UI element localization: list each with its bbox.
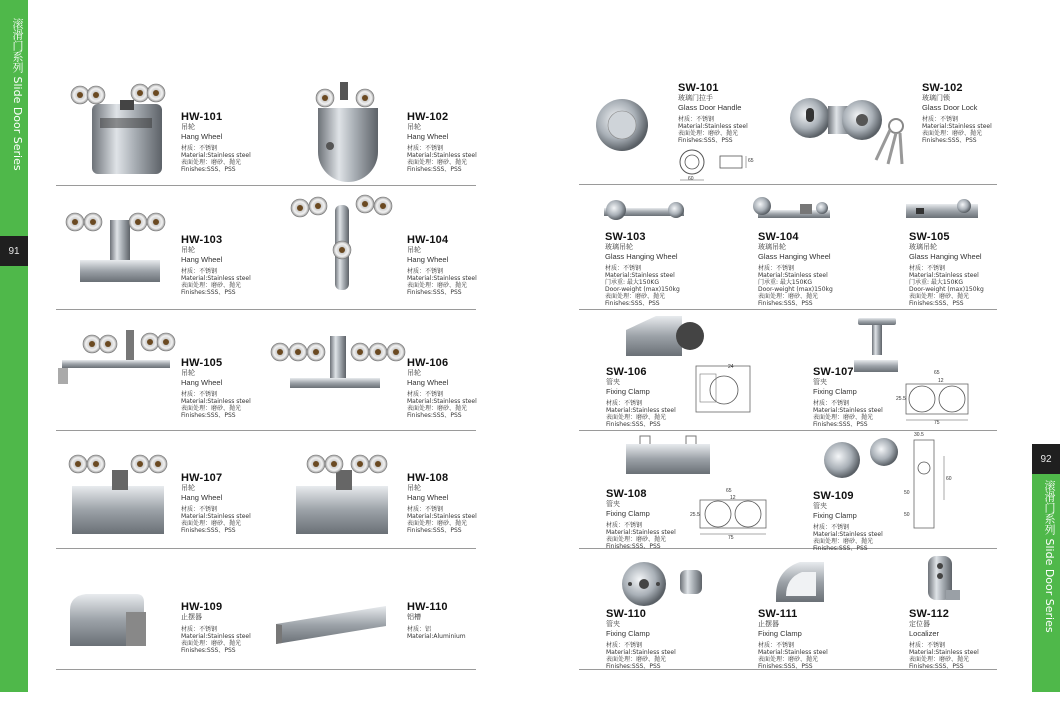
dim-sw108-a: 65: [726, 488, 732, 494]
spec-line: 表面处理：磨砂、抛光: [909, 293, 970, 300]
spec-line: 材质：不锈钢: [181, 268, 218, 275]
left-page-number: 91: [0, 236, 28, 266]
product-spec: [606, 642, 676, 670]
spec-line: 表面处理：磨砂、抛光: [407, 520, 468, 527]
product-name-cn: 玻璃门拉手: [678, 94, 713, 102]
product-name-en: Hang Wheel: [407, 378, 449, 387]
spec-line: 表面处理：磨砂、抛光: [181, 159, 242, 166]
spec-line: Material:Stainless steel: [181, 398, 251, 405]
spec-line: 表面处理：磨砂、抛光: [909, 656, 970, 663]
sw-110-image: [622, 562, 702, 606]
spec-line: Finishes:SSS、PSS: [606, 421, 661, 428]
spec-line: Finishes:SSS、PSS: [407, 166, 462, 173]
product-name-cn: 管夹: [813, 378, 827, 386]
spec-line: Finishes:SSS、PSS: [758, 300, 813, 307]
product-name-en: Fixing Clamp: [813, 511, 857, 520]
product-code: SW-103: [605, 231, 646, 243]
product-name-en: Fixing Clamp: [758, 629, 802, 638]
spec-line: 表面处理：磨砂、抛光: [606, 656, 667, 663]
hw-106-image: [271, 336, 405, 388]
product-sw-111: [758, 608, 828, 670]
spec-line: Finishes:SSS、PSS: [606, 663, 661, 670]
spec-line: 材质：不锈钢: [909, 265, 946, 272]
product-spec: [181, 626, 251, 654]
spec-line: 表面处理：磨砂、抛光: [407, 405, 468, 412]
spec-line: 表面处理：磨砂、抛光: [606, 536, 667, 543]
product-name-cn: 吊轮: [407, 369, 421, 377]
hw-101-image: [71, 84, 165, 174]
spec-line: 材质：不锈钢: [909, 642, 946, 649]
dim-sw108-b: 12: [730, 495, 736, 501]
product-spec: [181, 506, 251, 534]
right-series-label: 滚滑门系列 Slide Door Series: [1043, 480, 1056, 633]
spec-line: Material:Stainless steel: [678, 123, 748, 130]
spec-line: Material:Stainless steel: [606, 407, 676, 414]
spec-line: 表面处理：磨砂、抛光: [758, 293, 819, 300]
product-code: HW-101: [181, 111, 223, 123]
spec-line: 材质：不锈钢: [407, 145, 444, 152]
spec-line: Material:Stainless steel: [606, 649, 676, 656]
product-sw-101: [678, 82, 748, 144]
spec-line: 材质：不锈钢: [922, 116, 959, 123]
spec-line: Material:Stainless steel: [758, 272, 828, 279]
product-spec: [407, 506, 477, 534]
spec-line: 门承重: 最大150KG: [909, 279, 963, 286]
product-name-en: Localizer: [909, 629, 940, 638]
spec-line: Material:Stainless steel: [181, 275, 251, 282]
spec-line: 门承重: 最大150KG: [605, 279, 659, 286]
spec-line: Material:Stainless steel: [605, 272, 675, 279]
spec-line: Finishes:SSS、PSS: [678, 137, 733, 144]
spec-line: Finishes:SSS、PSS: [909, 663, 964, 670]
product-spec: [407, 268, 477, 296]
product-sw-102: [922, 82, 992, 144]
product-spec: [606, 400, 676, 428]
dim-sw109-b: 50: [904, 490, 910, 496]
product-code: SW-107: [813, 366, 854, 378]
product-name-en: Hang Wheel: [181, 378, 223, 387]
spec-line: 材质：不锈钢: [758, 642, 795, 649]
product-name-cn: 玻璃吊轮: [758, 243, 786, 251]
product-name-en: Fixing Clamp: [606, 629, 650, 638]
product-name-en: Hang Wheel: [181, 255, 223, 264]
dim-sw109-a: 30.5: [914, 432, 924, 438]
product-sw-103: [605, 231, 680, 307]
spec-line: Material:Stainless steel: [758, 649, 828, 656]
spec-line: Door-weight (max)150kg: [758, 286, 833, 293]
hw-109-image: [70, 594, 146, 646]
product-code: SW-108: [606, 488, 647, 500]
spec-line: 表面处理：磨砂、抛光: [813, 538, 874, 545]
spec-line: 材质：不锈钢: [407, 268, 444, 275]
product-sw-110: [606, 608, 676, 670]
spec-line: 材质：不锈钢: [678, 116, 715, 123]
spec-line: Material:Stainless steel: [813, 531, 883, 538]
product-spec: [758, 265, 833, 307]
spec-line: 表面处理：磨砂、抛光: [813, 414, 874, 421]
product-hw-103: [181, 234, 251, 296]
product-hw-101: [181, 111, 251, 173]
product-name-cn: 吊轮: [181, 369, 195, 377]
product-name-en: Fixing Clamp: [813, 387, 857, 396]
spec-line: Finishes:SSS、PSS: [813, 545, 868, 552]
product-code: SW-102: [922, 82, 963, 94]
product-name-en: Glass Door Handle: [678, 103, 742, 112]
spec-line: 材质：不锈钢: [181, 391, 218, 398]
product-name-en: Hang Wheel: [181, 493, 223, 502]
product-code: SW-109: [813, 490, 854, 502]
product-hw-108: [407, 472, 477, 534]
product-name-cn: 定位器: [909, 620, 930, 628]
product-name-cn: 吊轮: [181, 246, 195, 254]
product-name-en: Glass Hanging Wheel: [605, 252, 678, 261]
spec-line: 表面处理：磨砂、抛光: [181, 640, 242, 647]
spec-line: 材质：不锈钢: [813, 400, 850, 407]
product-code: HW-103: [181, 234, 223, 246]
spec-line: Material:Stainless steel: [606, 529, 676, 536]
product-hw-107: [181, 472, 251, 534]
product-code: HW-104: [407, 234, 449, 246]
spec-line: Door-weight (max)150kg: [605, 286, 680, 293]
product-name-cn: 止摆器: [181, 613, 202, 621]
hw-103-image: [66, 213, 165, 282]
spec-line: Material:Stainless steel: [181, 513, 251, 520]
spec-line: 表面处理：磨砂、抛光: [678, 130, 739, 137]
right-page-number: 92: [1032, 444, 1060, 474]
spec-line: Material:Stainless steel: [909, 649, 979, 656]
spec-line: Finishes:SSS、PSS: [181, 289, 236, 296]
product-spec: [678, 116, 748, 144]
dim-sw107-a: 65: [934, 370, 940, 376]
product-spec: [181, 145, 251, 173]
product-hw-102: [407, 111, 477, 173]
product-sw-107: [813, 366, 883, 428]
sw-112-image: [928, 556, 960, 600]
product-sw-112: [909, 608, 979, 670]
product-sw-108: [606, 488, 676, 550]
product-spec: [909, 265, 984, 307]
product-code: SW-112: [909, 608, 950, 620]
hw-108-image: [296, 455, 388, 534]
spec-line: 材质：不锈钢: [606, 400, 643, 407]
product-sw-105: [909, 231, 984, 307]
sw-111-image: [776, 562, 824, 602]
product-spec: [813, 524, 883, 552]
product-hw-105: [181, 357, 251, 419]
product-code: HW-110: [407, 601, 448, 613]
spec-line: Material:Stainless steel: [407, 275, 477, 282]
spec-line: 材质：不锈钢: [181, 626, 218, 633]
spec-line: Finishes:SSS、PSS: [181, 527, 236, 534]
product-spec: [813, 400, 883, 428]
spec-line: 表面处理：磨砂、抛光: [407, 282, 468, 289]
product-name-cn: 管夹: [606, 500, 620, 508]
spec-line: Finishes:SSS、PSS: [813, 421, 868, 428]
product-code: SW-105: [909, 231, 950, 243]
spec-line: 表面处理：磨砂、抛光: [606, 414, 667, 421]
product-spec: [181, 268, 251, 296]
product-name-en: Glass Hanging Wheel: [909, 252, 982, 261]
product-spec: [181, 391, 251, 419]
product-name-cn: 吊轮: [407, 246, 421, 254]
spec-line: Finishes:SSS、PSS: [922, 137, 977, 144]
spec-line: Finishes:SSS、PSS: [181, 647, 236, 654]
product-sw-109: [813, 490, 883, 552]
product-name-cn: 管夹: [606, 620, 620, 628]
spec-line: Finishes:SSS、PSS: [407, 289, 462, 296]
product-code: SW-104: [758, 231, 799, 243]
left-series-label: 滚滑门系列 Slide Door Series: [11, 18, 24, 171]
spec-line: Material:Stainless steel: [181, 152, 251, 159]
product-spec: [407, 145, 477, 173]
product-code: HW-108: [407, 472, 449, 484]
product-name-cn: 吊轮: [181, 123, 195, 131]
product-name-en: Hang Wheel: [181, 132, 223, 141]
spec-line: Material:Stainless steel: [407, 398, 477, 405]
product-code: HW-107: [181, 472, 223, 484]
product-name-en: Glass Hanging Wheel: [758, 252, 831, 261]
spec-line: 表面处理：磨砂、抛光: [181, 520, 242, 527]
spec-line: 表面处理：磨砂、抛光: [922, 130, 983, 137]
spec-line: Material:Aluminium: [407, 633, 466, 640]
product-code: HW-102: [407, 111, 449, 123]
dim-sw106-a: 24: [728, 364, 734, 370]
product-code: SW-110: [606, 608, 647, 620]
spec-line: Finishes:SSS、PSS: [407, 412, 462, 419]
spec-line: 材质：不锈钢: [813, 524, 850, 531]
spec-line: 表面处理：磨砂、抛光: [758, 656, 819, 663]
dim-sw101-width: 60: [688, 176, 694, 182]
spec-line: Material:Stainless steel: [922, 123, 992, 130]
product-name-en: Hang Wheel: [407, 493, 449, 502]
dim-sw107-b: 12: [938, 378, 944, 384]
product-hw-109: [181, 601, 251, 654]
spec-line: 门承重: 最大150KG: [758, 279, 812, 286]
dim-sw109-d: 50: [904, 512, 910, 518]
product-name-en: Hang Wheel: [407, 255, 449, 264]
product-code: SW-111: [758, 608, 798, 620]
product-name-en: Fixing Clamp: [606, 387, 650, 396]
product-spec: [605, 265, 680, 307]
spec-line: Door-weight (max)150kg: [909, 286, 984, 293]
product-hw-110: [407, 601, 466, 640]
product-spec: [407, 626, 466, 640]
spec-line: 材质：不锈钢: [181, 145, 218, 152]
product-code: HW-106: [407, 357, 449, 369]
product-name-cn: 吊轮: [407, 123, 421, 131]
spec-line: 表面处理：磨砂、抛光: [181, 405, 242, 412]
spec-line: Finishes:SSS、PSS: [181, 412, 236, 419]
spec-line: 材质：不锈钢: [605, 265, 642, 272]
product-name-cn: 止摆器: [758, 620, 779, 628]
dim-sw108-c: 25.5: [690, 512, 700, 518]
product-name-cn: 铝槽: [407, 613, 421, 621]
hw-102-image: [316, 82, 378, 182]
spec-line: Material:Stainless steel: [909, 272, 979, 279]
sw-105-image: [906, 199, 978, 218]
product-code: HW-105: [181, 357, 223, 369]
product-spec: [758, 642, 828, 670]
product-name-cn: 玻璃吊轮: [605, 243, 633, 251]
spec-line: Material:Stainless steel: [407, 513, 477, 520]
dim-sw109-c: 60: [946, 476, 952, 482]
product-spec: [606, 522, 676, 550]
spec-line: Finishes:SSS、PSS: [909, 300, 964, 307]
spec-line: Material:Stainless steel: [181, 633, 251, 640]
spec-line: Finishes:SSS、PSS: [758, 663, 813, 670]
dim-sw101-height: 65: [748, 158, 754, 164]
hw-105-image: [58, 330, 175, 384]
spec-line: Finishes:SSS、PSS: [606, 543, 661, 550]
spec-line: 材质：不锈钢: [606, 642, 643, 649]
sw-102-image: [790, 98, 903, 164]
product-sw-106: [606, 366, 676, 428]
product-name-cn: 吊轮: [181, 484, 195, 492]
spec-line: Material:Stainless steel: [407, 152, 477, 159]
product-name-en: Hang Wheel: [407, 132, 449, 141]
dim-sw107-c: 25.5: [896, 396, 906, 402]
spec-line: 材质：不锈钢: [181, 506, 218, 513]
spec-line: Finishes:SSS、PSS: [181, 166, 236, 173]
product-name-cn: 玻璃吊轮: [909, 243, 937, 251]
product-hw-104: [407, 234, 477, 296]
product-name-cn: 管夹: [606, 378, 620, 386]
product-name-cn: 玻璃门锁: [922, 94, 950, 102]
dim-sw108-d: 75: [728, 535, 734, 541]
product-code: HW-109: [181, 601, 223, 613]
spec-line: Material:Stainless steel: [813, 407, 883, 414]
dim-sw107-d: 75: [934, 420, 940, 426]
product-name-en: Glass Door Lock: [922, 103, 978, 112]
sw-104-image: [753, 197, 830, 218]
product-sw-104: [758, 231, 833, 307]
product-spec: [922, 116, 992, 144]
product-name-cn: 吊轮: [407, 484, 421, 492]
product-hw-106: [407, 357, 477, 419]
product-code: SW-106: [606, 366, 647, 378]
product-code: SW-101: [678, 82, 719, 94]
hw-104-image: [291, 195, 392, 290]
product-spec: [909, 642, 979, 670]
product-name-cn: 管夹: [813, 502, 827, 510]
sw-103-image: [604, 200, 684, 220]
spec-line: 材质：不锈钢: [758, 265, 795, 272]
hw-110-image: [276, 606, 386, 644]
spec-line: 表面处理：磨砂、抛光: [407, 159, 468, 166]
product-name-en: Fixing Clamp: [606, 509, 650, 518]
spec-line: 材质：不锈钢: [407, 391, 444, 398]
spec-line: 表面处理：磨砂、抛光: [605, 293, 666, 300]
spec-line: 材质：铝: [407, 626, 432, 633]
hw-107-image: [69, 455, 167, 534]
spec-line: 材质：不锈钢: [407, 506, 444, 513]
spec-line: 材质：不锈钢: [606, 522, 643, 529]
spec-line: Finishes:SSS、PSS: [605, 300, 660, 307]
product-spec: [407, 391, 477, 419]
spec-line: Finishes:SSS、PSS: [407, 527, 462, 534]
spec-line: 表面处理：磨砂、抛光: [181, 282, 242, 289]
